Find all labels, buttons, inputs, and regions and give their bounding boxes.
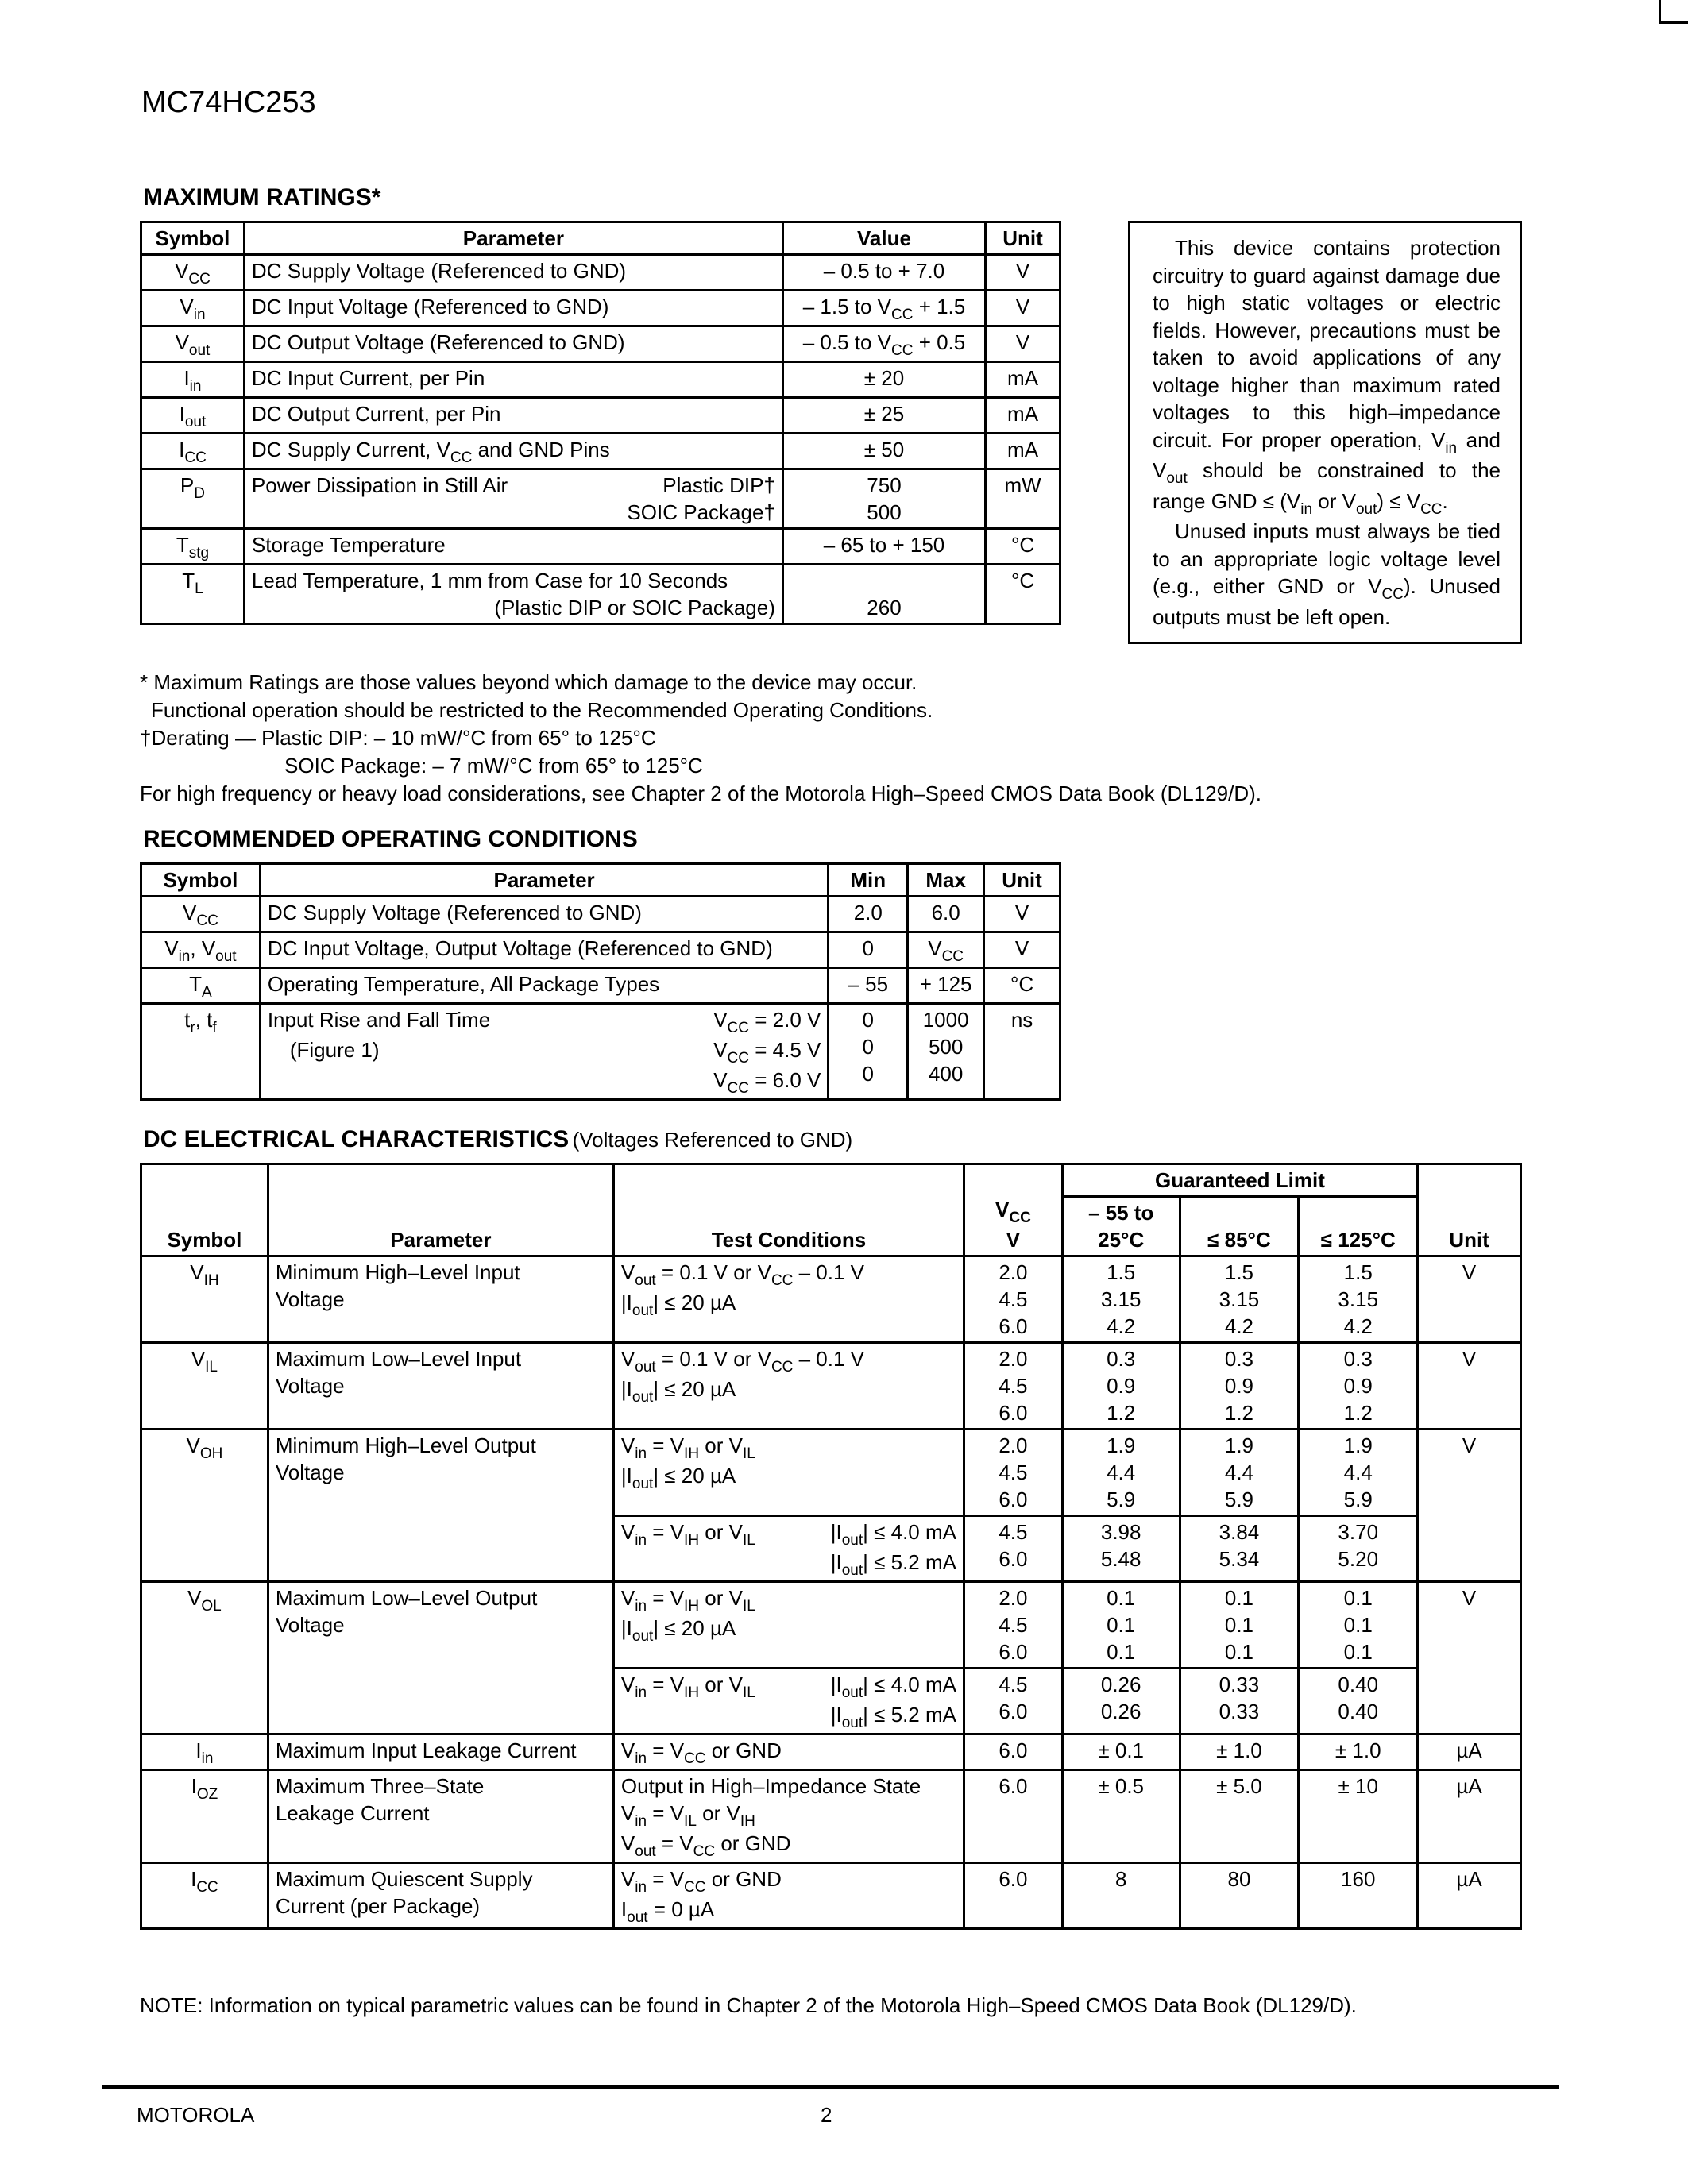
min-cell: – 55 <box>829 968 908 1004</box>
parameter-cell: Input Rise and Fall Time $V_{CC} = 2.0$ V (Figure 1) $V_{CC} = 4.5$ V $V_{CC} = 6.0$ V <box>260 1004 829 1100</box>
unit-cell: µA <box>1418 1770 1521 1863</box>
parameter-cell: Maximum Quiescent Supply Current (per Package) <box>268 1863 613 1929</box>
test-cell: $V_{in} = V_{IH}$ or $V_{IL}$ $|I_{out}| \le 20$ µA <box>613 1582 964 1669</box>
limit-cell: ± 1.0 <box>1180 1734 1299 1770</box>
unit-cell: mW <box>986 469 1060 529</box>
limit-cell: 3.70 5.20 <box>1299 1516 1418 1582</box>
parameter-cell: DC Supply Voltage (Referenced to GND) <box>244 255 782 291</box>
unit-cell: V <box>1418 1430 1521 1582</box>
unit-cell: °C <box>986 529 1060 565</box>
parameter-cell: Operating Temperature, All Package Types <box>260 968 829 1004</box>
table-row <box>141 362 1060 398</box>
unit-cell: V <box>1418 1256 1521 1343</box>
table-row <box>141 529 1060 565</box>
unused-inputs-paragraph: Unused inputs must always be tied to an appropriate logic voltage level (e.g., either GND or $V_{CC}$). Unused outputs must be left open. <box>1153 519 1501 629</box>
limit-cell: 1.9 4.4 5.9 <box>1299 1430 1418 1516</box>
symbol-cell: $P_D$ <box>141 469 245 529</box>
symbol-cell: $V_{OL}$ <box>141 1582 268 1734</box>
limit-cell: ± 0.1 <box>1062 1734 1180 1770</box>
footer-rule <box>102 2085 1559 2089</box>
col-header: Symbol <box>141 1164 268 1256</box>
max-cell: $V_{CC}$ <box>908 932 984 968</box>
limit-cell: 3.98 5.48 <box>1062 1516 1180 1582</box>
table-row <box>141 291 1060 326</box>
col-header: $V_{CC}$ V <box>964 1164 1063 1256</box>
unit-cell: µA <box>1418 1734 1521 1770</box>
parameter-cell: DC Supply Voltage (Referenced to GND) <box>260 897 829 932</box>
symbol-cell: $T_L$ <box>141 565 245 624</box>
test-cell: $V_{in} = V_{IH}$ or $V_{IL}$ $|I_{out}| \le 20$ µA <box>613 1430 964 1516</box>
col-header: Parameter <box>244 222 782 255</box>
limit-cell: ± 10 <box>1299 1770 1418 1863</box>
limit-cell: 0.33 0.33 <box>1180 1669 1299 1734</box>
table-row <box>141 1582 1521 1669</box>
symbol-cell: $I_{CC}$ <box>141 434 245 469</box>
vcc-cell: 4.5 6.0 <box>964 1669 1063 1734</box>
table-row <box>141 398 1060 434</box>
symbol-cell: $V_{IH}$ <box>141 1256 268 1343</box>
limit-cell: 1.9 4.4 5.9 <box>1062 1430 1180 1516</box>
col-header: Unit <box>1418 1164 1521 1256</box>
limit-cell: 0.1 0.1 0.1 <box>1180 1582 1299 1669</box>
parameter-cell: DC Input Voltage (Referenced to GND) <box>244 291 782 326</box>
min-cell: 0 0 0 <box>829 1004 908 1100</box>
table-row <box>141 1004 1060 1100</box>
unit-cell: V <box>986 255 1060 291</box>
limit-cell: 0.3 0.9 1.2 <box>1062 1343 1180 1430</box>
min-cell: 0 <box>829 932 908 968</box>
value-cell: 260 <box>782 565 985 624</box>
page-number: 2 <box>821 2103 832 2127</box>
vcc-cell: 6.0 <box>964 1770 1063 1863</box>
table-header-row <box>141 864 1060 897</box>
max-ratings-footnotes <box>140 669 1261 808</box>
max-ratings-table <box>140 221 1061 625</box>
rec-op-title: RECOMMENDED OPERATING CONDITIONS <box>143 826 638 852</box>
table-row <box>141 897 1060 932</box>
unit-cell: V <box>1418 1343 1521 1430</box>
max-cell: + 125 <box>908 968 984 1004</box>
vcc-cell: 4.5 6.0 <box>964 1516 1063 1582</box>
value-cell: 750 500 <box>782 469 985 529</box>
parameter-cell: Minimum High–Level Output Voltage <box>268 1430 613 1582</box>
limit-cell: 1.5 3.15 4.2 <box>1299 1256 1418 1343</box>
limit-cell: 8 <box>1062 1863 1180 1929</box>
unit-cell: V <box>1418 1582 1521 1734</box>
parameter-cell: Power Dissipation in Still Air Plastic DIP† SOIC Package† <box>244 469 782 529</box>
table-row <box>141 255 1060 291</box>
col-header: ≤ 125°C <box>1299 1197 1418 1256</box>
symbol-cell: $V_{out}$ <box>141 326 245 362</box>
parameter-cell: Maximum Low–Level Output Voltage <box>268 1582 613 1734</box>
col-header: Guaranteed Limit <box>1062 1164 1417 1197</box>
col-header: Symbol <box>141 864 261 897</box>
limit-cell: 160 <box>1299 1863 1418 1929</box>
unit-cell: V <box>984 932 1060 968</box>
col-header: Min <box>829 864 908 897</box>
col-header: Value <box>782 222 985 255</box>
min-cell: 2.0 <box>829 897 908 932</box>
table-row <box>141 326 1060 362</box>
symbol-cell: $V_{in}$ <box>141 291 245 326</box>
symbol-cell: $V_{CC}$ <box>141 897 261 932</box>
value-cell: – 0.5 to $V_{CC} + 0.5$ <box>782 326 985 362</box>
col-header: Symbol <box>141 222 245 255</box>
limit-cell: 0.1 0.1 0.1 <box>1299 1582 1418 1669</box>
table-header-row <box>141 1164 1521 1197</box>
table-row <box>141 932 1060 968</box>
col-header: Max <box>908 864 984 897</box>
value-cell: – 65 to + 150 <box>782 529 985 565</box>
symbol-cell: $V_{in}$, $V_{out}$ <box>141 932 261 968</box>
parameter-cell: Storage Temperature <box>244 529 782 565</box>
col-header: Parameter <box>268 1164 613 1256</box>
col-header: – 55 to 25°C <box>1062 1197 1180 1256</box>
unit-cell: °C <box>984 968 1060 1004</box>
parameter-cell: DC Input Current, per Pin <box>244 362 782 398</box>
page-title: MC74HC253 <box>141 86 316 119</box>
parameter-cell: DC Supply Current, $V_{CC}$ and GND Pins <box>244 434 782 469</box>
test-cell: $V_{in} = V_{CC}$ or GND $I_{out} = 0$ µA <box>613 1863 964 1929</box>
footnote: For high frequency or heavy load considerations, see Chapter 2 of the Motorola High–Speed CMOS Data Book (DL129/D). <box>140 781 1261 805</box>
unit-cell: V <box>984 897 1060 932</box>
parameter-cell: Maximum Input Leakage Current <box>268 1734 613 1770</box>
col-header: Unit <box>986 222 1060 255</box>
value-cell: ± 50 <box>782 434 985 469</box>
symbol-cell: $V_{OH}$ <box>141 1430 268 1582</box>
symbol-cell: $I_{in}$ <box>141 1734 268 1770</box>
table-row <box>141 1770 1521 1863</box>
parameter-cell: Minimum High–Level Input Voltage <box>268 1256 613 1343</box>
protection-note-box <box>1128 221 1522 644</box>
test-cell: $V_{in} = V_{IH}$ or $V_{IL}$ $|I_{out}| \le 4.0$ mA $|I_{out}| \le 5.2$ mA <box>613 1669 964 1734</box>
test-cell: $V_{out} = 0.1$ V or $V_{CC} - 0.1$ V $|I_{out}| \le 20$ µA <box>613 1256 964 1343</box>
unit-cell: °C <box>986 565 1060 624</box>
parameter-cell: DC Output Current, per Pin <box>244 398 782 434</box>
limit-cell: ± 0.5 <box>1062 1770 1180 1863</box>
unit-cell: mA <box>986 434 1060 469</box>
value-cell: – 1.5 to $V_{CC} + 1.5$ <box>782 291 985 326</box>
limit-cell: 0.40 0.40 <box>1299 1669 1418 1734</box>
vcc-cell: 6.0 <box>964 1863 1063 1929</box>
unit-cell: mA <box>986 362 1060 398</box>
vcc-cell: 6.0 <box>964 1734 1063 1770</box>
test-cell: $V_{in} = V_{CC}$ or GND <box>613 1734 964 1770</box>
max-ratings-title: MAXIMUM RATINGS* <box>143 184 381 210</box>
unit-cell: ns <box>984 1004 1060 1100</box>
symbol-cell: $I_{in}$ <box>141 362 245 398</box>
limit-cell: 1.9 4.4 5.9 <box>1180 1430 1299 1516</box>
table-row <box>141 968 1060 1004</box>
limit-cell: 0.3 0.9 1.2 <box>1299 1343 1418 1430</box>
max-cell: 1000 500 400 <box>908 1004 984 1100</box>
parameter-cell: Maximum Low–Level Input Voltage <box>268 1343 613 1430</box>
dc-title: DC ELECTRICAL CHARACTERISTICS (Voltages Referenced to GND) <box>143 1126 853 1152</box>
footnote: Functional operation should be restricted to the Recommended Operating Conditions. <box>151 698 933 722</box>
parameter-cell: DC Output Voltage (Referenced to GND) <box>244 326 782 362</box>
vcc-cell: 2.0 4.5 6.0 <box>964 1343 1063 1430</box>
footnote: * Maximum Ratings are those values beyond which damage to the device may occur. <box>140 670 917 694</box>
symbol-cell: $I_{out}$ <box>141 398 245 434</box>
protection-paragraph: This device contains protection circuitry to guard against damage due to high static voltages or electric fields. However, precautions must be taken to avoid applications of any voltage higher than maximum rated voltages to this high–impedance circuit. For proper operation, $V_{in}$ and $V_{out}$ should be constrained to the range GND ≤ ($V_{in}$ or $V_{out}) \le V_{CC}$. <box>1153 236 1501 518</box>
symbol-cell: $T_{stg}$ <box>141 529 245 565</box>
table-row <box>141 565 1060 624</box>
test-cell: Output in High–Impedance State $V_{in} = V_{IL}$ or $V_{IH}$ $V_{out} = V_{CC}$ or GND <box>613 1770 964 1863</box>
limit-cell: 80 <box>1180 1863 1299 1929</box>
parameter-cell: Maximum Three–State Leakage Current <box>268 1770 613 1863</box>
col-header: ≤ 85°C <box>1180 1197 1299 1256</box>
symbol-cell: $t_r$, $t_f$ <box>141 1004 261 1100</box>
value-cell: ± 25 <box>782 398 985 434</box>
unit-cell: µA <box>1418 1863 1521 1929</box>
symbol-cell: $I_{CC}$ <box>141 1863 268 1929</box>
test-cell: $V_{out} = 0.1$ V or $V_{CC} - 0.1$ V $|I_{out}| \le 20$ µA <box>613 1343 964 1430</box>
rec-op-table <box>140 862 1061 1101</box>
symbol-cell: $V_{CC}$ <box>141 255 245 291</box>
table-row <box>141 469 1060 529</box>
max-cell: 6.0 <box>908 897 984 932</box>
table-row <box>141 1343 1521 1430</box>
table-row <box>141 1863 1521 1929</box>
limit-cell: 0.3 0.9 1.2 <box>1180 1343 1299 1430</box>
unit-cell: mA <box>986 398 1060 434</box>
table-row <box>141 434 1060 469</box>
footnote: SOIC Package: – 7 mW/°C from 65° to 125°C <box>284 754 703 778</box>
footer-brand: MOTOROLA <box>137 2103 255 2127</box>
symbol-cell: $T_A$ <box>141 968 261 1004</box>
limit-cell: 3.84 5.34 <box>1180 1516 1299 1582</box>
footnote: †Derating — Plastic DIP: – 10 mW/°C from 65° to 125°C <box>140 726 656 750</box>
symbol-cell: $I_{OZ}$ <box>141 1770 268 1863</box>
corner-mark <box>1659 0 1688 24</box>
limit-cell: 1.5 3.15 4.2 <box>1180 1256 1299 1343</box>
col-header: Parameter <box>260 864 829 897</box>
limit-cell: 0.26 0.26 <box>1062 1669 1180 1734</box>
limit-cell: ± 5.0 <box>1180 1770 1299 1863</box>
unit-cell: V <box>986 326 1060 362</box>
vcc-cell: 2.0 4.5 6.0 <box>964 1430 1063 1516</box>
test-cell: $V_{in} = V_{IH}$ or $V_{IL}$ $|I_{out}| \le 4.0$ mA $|I_{out}| \le 5.2$ mA <box>613 1516 964 1582</box>
limit-cell: 0.1 0.1 0.1 <box>1062 1582 1180 1669</box>
dc-note: NOTE: Information on typical parametric values can be found in Chapter 2 of the Motorola High–Speed CMOS Data Book (DL129/D). <box>140 1993 1357 2017</box>
parameter-cell: DC Input Voltage, Output Voltage (Referenced to GND) <box>260 932 829 968</box>
vcc-cell: 2.0 4.5 6.0 <box>964 1582 1063 1669</box>
table-row <box>141 1734 1521 1770</box>
limit-cell: 1.5 3.15 4.2 <box>1062 1256 1180 1343</box>
value-cell: – 0.5 to + 7.0 <box>782 255 985 291</box>
col-header: Unit <box>984 864 1060 897</box>
table-row <box>141 1256 1521 1343</box>
col-header: Test Conditions <box>613 1164 964 1256</box>
dc-table <box>140 1163 1522 1930</box>
table-row <box>141 1430 1521 1516</box>
limit-cell: ± 1.0 <box>1299 1734 1418 1770</box>
table-header-row <box>141 222 1060 255</box>
value-cell: ± 20 <box>782 362 985 398</box>
unit-cell: V <box>986 291 1060 326</box>
parameter-cell: Lead Temperature, 1 mm from Case for 10 Seconds (Plastic DIP or SOIC Package) <box>244 565 782 624</box>
vcc-cell: 2.0 4.5 6.0 <box>964 1256 1063 1343</box>
symbol-cell: $V_{IL}$ <box>141 1343 268 1430</box>
